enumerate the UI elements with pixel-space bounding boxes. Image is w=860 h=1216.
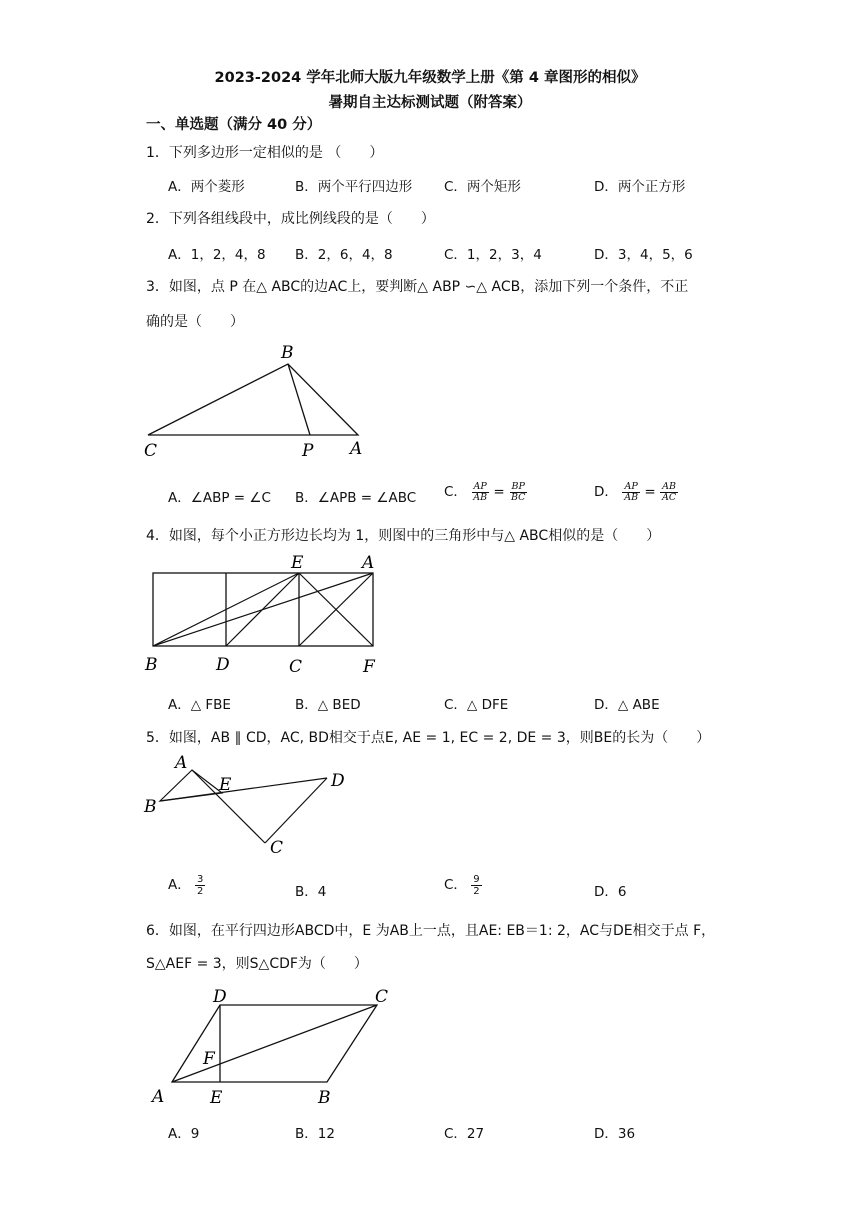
question-5-stem: 5．如图，AB ∥ CD，AC, BD相交于点E, AE = 1, EC = 2, DE = 3，则BE的长为（ ）: [146, 730, 711, 746]
question-3-option-b: B．∠APB = ∠ABC: [295, 490, 417, 506]
question-3-option-d: [594, 480, 678, 503]
figure-label-e: E: [291, 553, 304, 573]
triangle-abc-outline: [148, 364, 358, 435]
figure-label-a: A: [175, 753, 188, 773]
figure-label-c: C: [270, 838, 284, 858]
figure-label-a: A: [350, 439, 363, 459]
question-4-stem: 4．如图，每个小正方形边长均为 1，则图中的三角形中与△ ABC相似的是（ ）: [146, 528, 661, 544]
figure-label-b: B: [281, 343, 294, 363]
fraction-ap-ab: [622, 482, 640, 503]
figure-label-c: C: [375, 987, 389, 1007]
denominator: 2: [473, 885, 480, 897]
fraction-ap-ab: [471, 482, 489, 503]
figure-label-f: F: [363, 657, 375, 677]
figure-label-b: B: [145, 655, 158, 675]
document-title-line1: 2023-2024 学年北师大版九年级数学上册《第 4 章图形的相似》: [214, 70, 646, 86]
question-1-option-d: D．两个正方形: [594, 179, 686, 195]
question-2-option-b: B．2，6，4，8: [295, 247, 393, 263]
question-3-stem-line2: 确的是（ ）: [146, 314, 244, 330]
question-1-option-c: C．两个矩形: [444, 179, 521, 195]
segment-bd: [160, 778, 327, 801]
figure-label-b: B: [318, 1088, 331, 1108]
option-c-prefix: C．: [444, 877, 467, 893]
question-1-option-a: A．两个菱形: [168, 179, 245, 195]
question-5-option-b: B．4: [295, 884, 327, 900]
question-3-stem-line1: 3．如图，点 P 在△ ABC的边AC上，要判断△ ABP ∽△ ACB，添加下列一个条件，不正: [146, 279, 689, 295]
figure-label-a: A: [362, 553, 375, 573]
section-heading: 一、单选题（满分 40 分）: [146, 117, 322, 133]
numerator: 9: [473, 873, 480, 885]
question-2-option-d: D．3，4，5，6: [594, 247, 693, 263]
denominator: BC: [510, 491, 526, 503]
figure-label-a: A: [152, 1087, 165, 1107]
figure-label-d: D: [331, 771, 345, 791]
question-2-stem: 2．下列各组线段中，成比例线段的是（ ）: [146, 211, 435, 227]
question-5-figure: [140, 750, 360, 865]
numerator: AP: [624, 480, 638, 492]
segment-de: [226, 573, 299, 646]
question-5-option-c: [444, 873, 482, 897]
equals-sign: =: [644, 484, 656, 500]
option-a-prefix: A．: [168, 877, 191, 893]
figure-label-f: F: [203, 1049, 215, 1069]
figure-label-e: E: [210, 1088, 223, 1108]
segment-ac: [172, 1005, 377, 1082]
question-4-option-b: B．△ BED: [295, 697, 361, 713]
question-4-option-c: C．△ DFE: [444, 697, 509, 713]
question-2-option-c: C．1，2，3，4: [444, 247, 542, 263]
option-d-prefix: D．: [594, 484, 618, 500]
question-1-stem: 1．下列多边形一定相似的是 （ ）: [146, 145, 384, 161]
question-6-option-d: D．36: [594, 1126, 636, 1142]
question-5-option-a: [168, 873, 205, 897]
numerator: 3: [197, 873, 204, 885]
segment-cd: [265, 778, 327, 843]
figure-label-d: D: [216, 655, 230, 675]
question-4-option-d: D．△ ABE: [594, 697, 660, 713]
numerator: BP: [511, 480, 525, 492]
question-4-option-a: A．△ FBE: [168, 697, 231, 713]
fraction-ab-ac: [660, 482, 678, 503]
equals-sign: =: [493, 484, 505, 500]
question-1-option-b: B．两个平行四边形: [295, 179, 413, 195]
question-3-option-c: [444, 480, 527, 503]
question-2-option-a: A．1，2，4，8: [168, 247, 266, 263]
question-6-option-a: A．9: [168, 1126, 200, 1142]
question-6-stem-line1: 6．如图，在平行四边形ABCD中，E 为AB上一点，且AE: EB＝1: 2，AC与DE相交于点 F，: [146, 923, 716, 939]
figure-label-e: E: [219, 775, 232, 795]
denominator: 2: [197, 885, 204, 897]
fraction-bp-bc: [509, 482, 527, 503]
document-title-line2: 暑期自主达标测试题（附答案）: [328, 95, 532, 111]
figure-label-b: B: [144, 797, 157, 817]
denominator: AB: [473, 491, 488, 503]
question-6-figure: [140, 980, 400, 1110]
numerator: AP: [473, 480, 487, 492]
question-3-figure: [140, 340, 380, 465]
figure-label-p: P: [302, 441, 314, 461]
figure-label-c: C: [289, 657, 303, 677]
denominator: AB: [624, 491, 639, 503]
question-6-option-c: C．27: [444, 1126, 485, 1142]
option-c-prefix: C．: [444, 484, 467, 500]
fraction-3-2: [195, 874, 205, 897]
denominator: AC: [661, 491, 677, 503]
question-3-option-a: A．∠ABP = ∠C: [168, 490, 271, 506]
question-6-stem-line2: S△AEF = 3，则S△CDF为（ ）: [146, 956, 368, 972]
question-6-option-b: B．12: [295, 1126, 335, 1142]
figure-label-c: C: [144, 441, 158, 461]
question-5-option-d: D．6: [594, 884, 627, 900]
figure-label-d: D: [213, 987, 227, 1007]
numerator: AB: [662, 480, 676, 492]
fraction-9-2: [471, 874, 481, 897]
question-4-figure: [140, 550, 390, 680]
